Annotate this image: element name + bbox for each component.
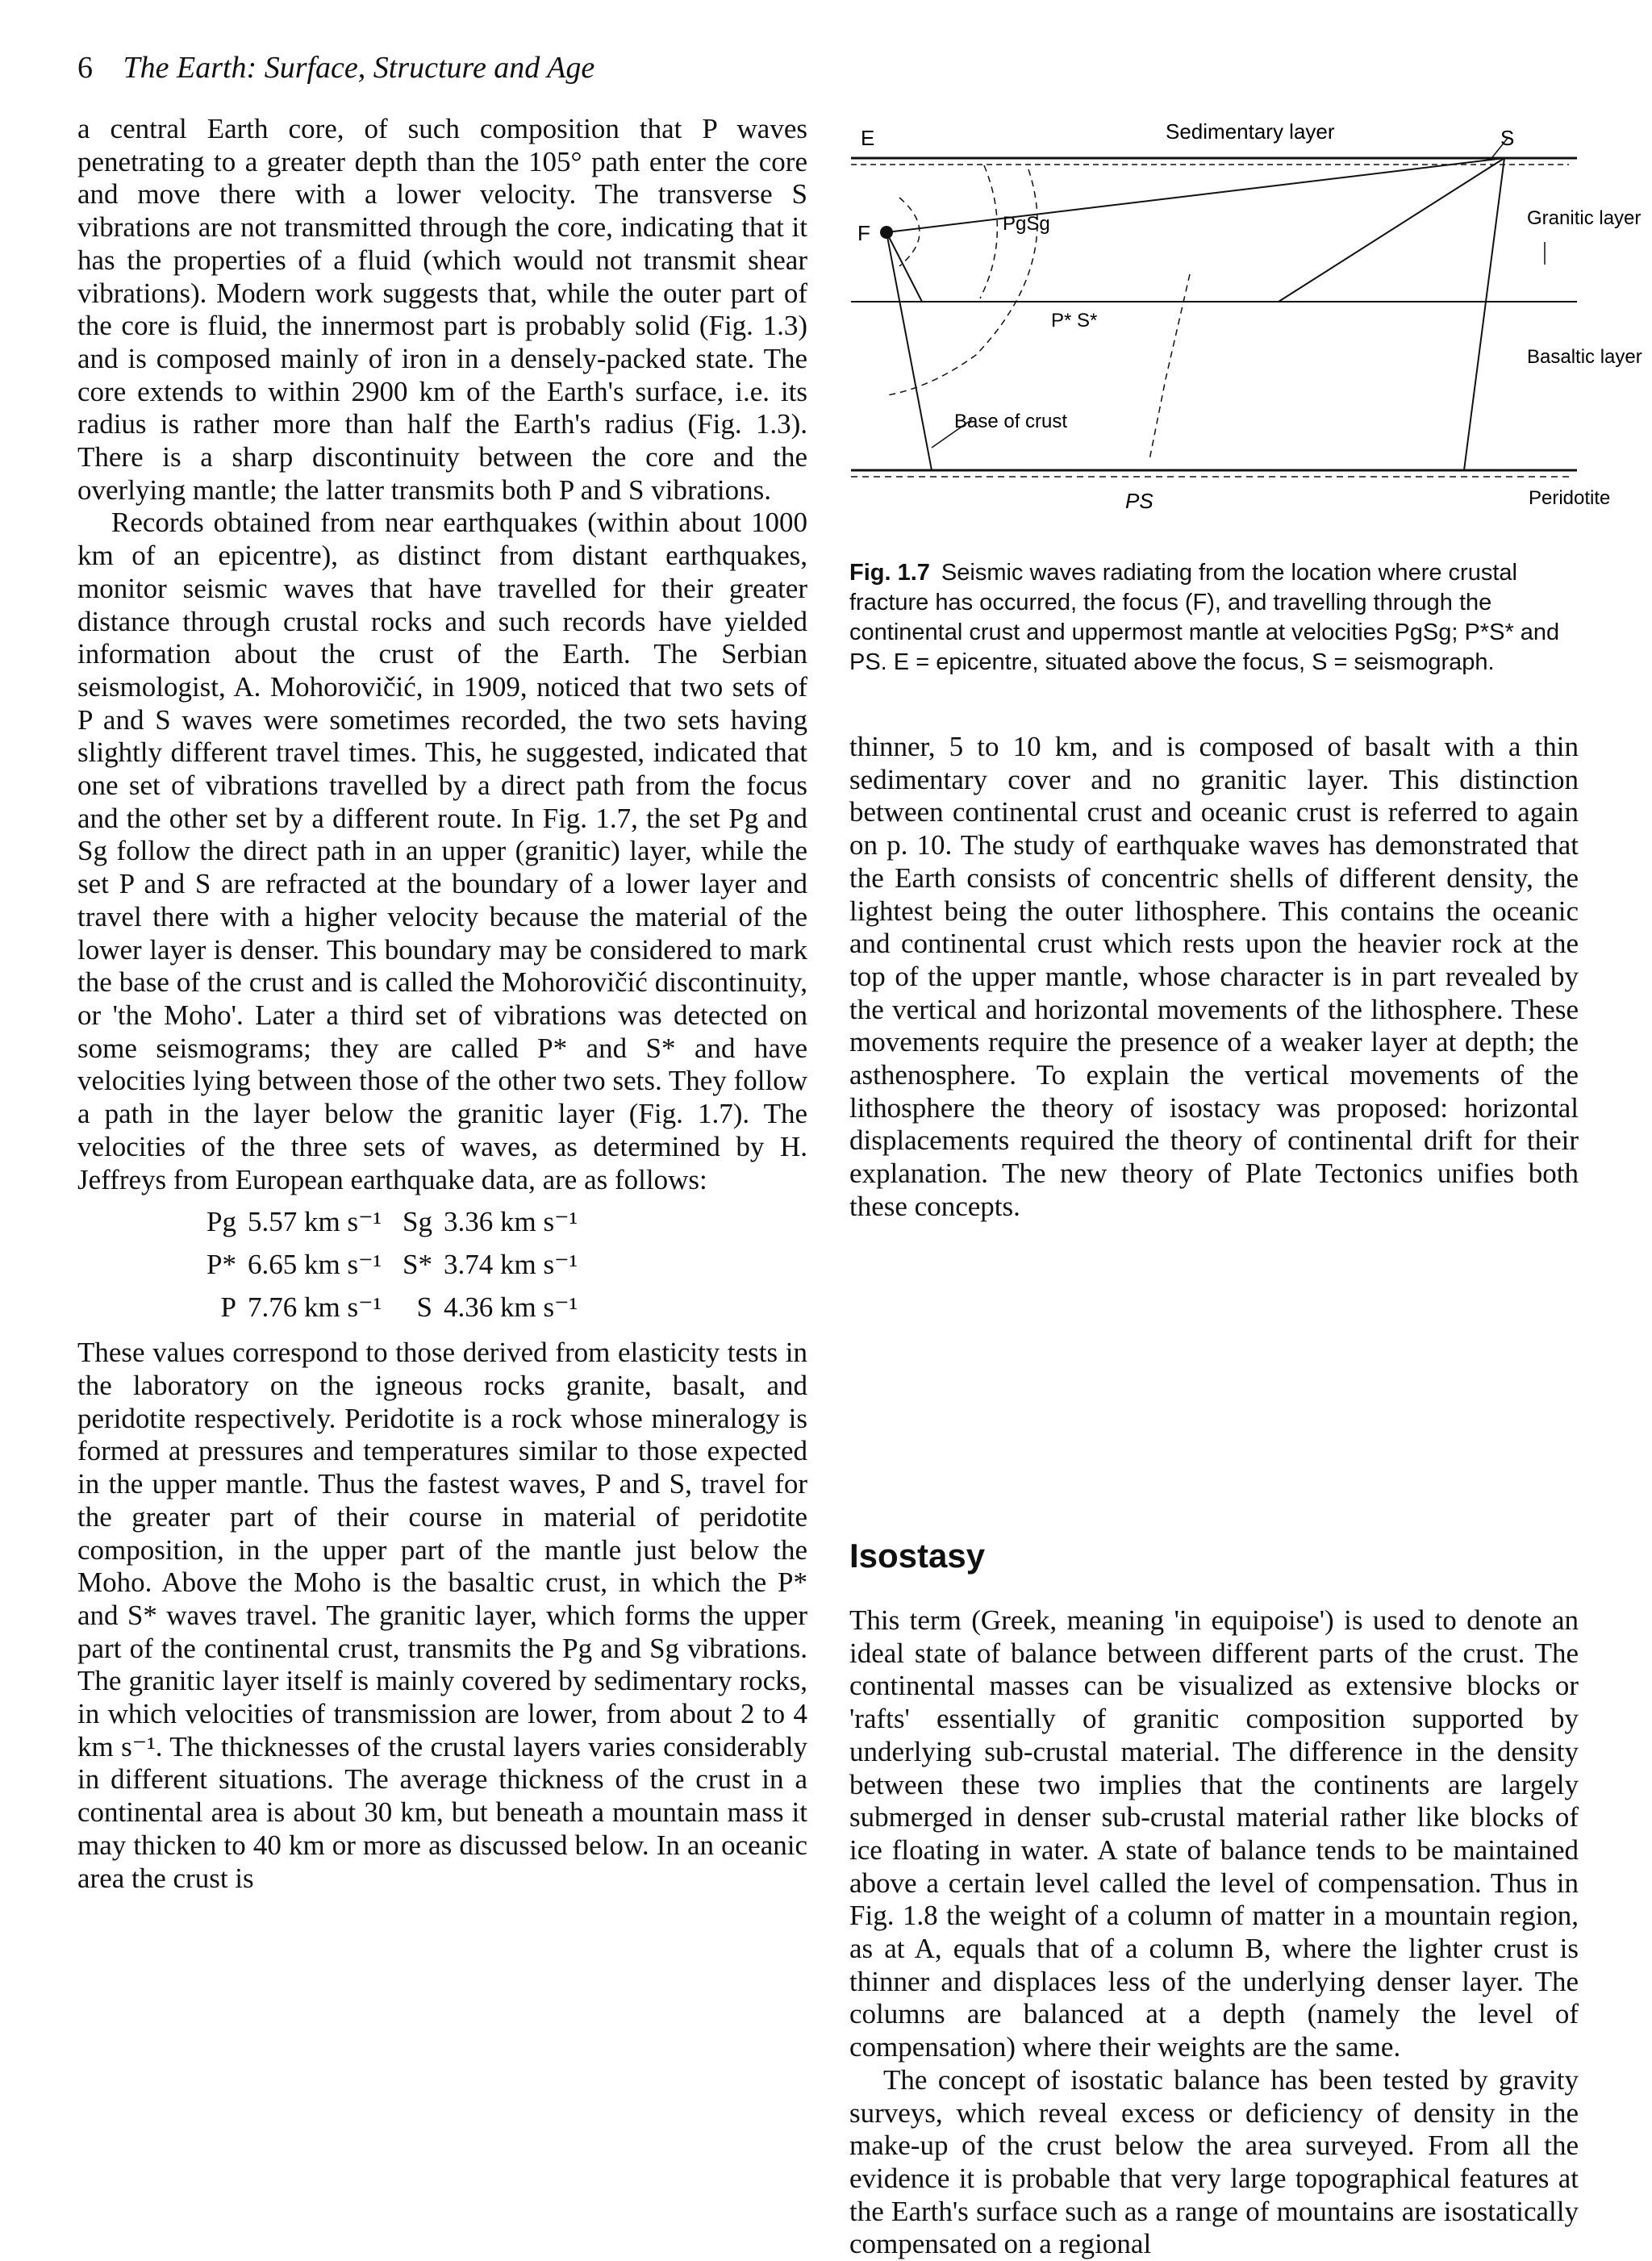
velocity-symbol: P* — [206, 1248, 236, 1280]
basaltic-layer-label: Basaltic layer — [1527, 346, 1642, 368]
ps-label: PS — [1125, 489, 1153, 513]
velocity-value: 7.76 km s⁻¹ — [247, 1291, 382, 1323]
velocity-value: 3.36 km s⁻¹ — [444, 1206, 578, 1238]
velocity-symbol: S — [416, 1291, 432, 1323]
velocity-value: 6.65 km s⁻¹ — [247, 1248, 382, 1280]
paragraph-isostatic-balance: The concept of isostatic balance has been tested by gravity surveys, which reveal excess or deficiency of density in the make-up of the crust below the area surveyed. From all the evidence it is probable that very large topographical features at the Earth's surface such as a range of mountains are isostatically compensated on a regional — [849, 2063, 1579, 2260]
paragraph-oceanic-crust: thinner, 5 to 10 km, and is composed of basalt with a thin sedimentary cover and no granitic layer. This distinction between continental crust and oceanic crust is referred to again on p. 10. The study of earthquake waves has demonstrated that the Earth consists of concentric shells of different density, the lightest being the outer lithosphere. This contains the oceanic and continental crust which rests upon the heavier rock at the top of the upper mantle, whose character is in part revealed by the vertical and horizontal movements of the lithosphere. These movements require the presence of a weaker layer at depth; the asthenosphere. To explain the vertical movements of the lithosphere the theory of isostacy was proposed: horizontal displacements required the theory of continental drift for their explanation. The new theory of Plate Tectonics unifies both these concepts. — [849, 731, 1579, 1222]
velocity-row — [206, 1203, 599, 1245]
velocity-symbol: P — [220, 1291, 236, 1323]
pgsg-path — [886, 158, 1504, 232]
base-of-crust-label: Base of crust — [954, 411, 1068, 432]
velocity-value: 4.36 km s⁻¹ — [444, 1291, 578, 1323]
wavefront-3 — [887, 169, 1037, 395]
velocity-symbol: Sg — [403, 1206, 432, 1238]
sedimentary-layer-label: Sedimentary layer — [1166, 119, 1335, 144]
pgsg-label: PgSg — [1003, 213, 1050, 235]
running-header — [77, 50, 594, 86]
page-number: 6 — [77, 51, 93, 85]
wavefront-1 — [899, 198, 920, 266]
wavefront-2 — [980, 165, 997, 298]
left-column — [77, 113, 807, 1895]
right-column-bottom — [849, 1604, 1579, 2261]
peridotite-label: Peridotite — [1529, 487, 1611, 509]
figure-caption-text: Seismic waves radiating from the location where crustal fracture has occurred, the focus (F), and travelling through the continental crust and uppermost mantle at velocities PgSg; P*S* and PS. E = epicentre, situated above the focus, S = seismograph. — [849, 560, 1560, 675]
granitic-layer-label: Granitic layer — [1527, 207, 1642, 229]
paragraph-near-earthquakes: Records obtained from near earthquakes (within about 1000 km of an epicentre), as distinct from distant earthquakes, monitor seismic waves that have travelled for their greater distance through crustal rocks and such records have yielded information about the crust of the Earth. The Serbian seismologist, A. Mohorovičić, in 1909, noticed that two sets of P and S waves were sometimes recorded, the two sets having slightly different travel times. This, he suggested, indicated that one set of vibrations travelled by a direct path from the focus and the other set by a different route. In Fig. 1.7, the set Pg and Sg follow the direct path in an upper (granitic) layer, while the set P and S are refracted at the boundary of a lower layer and travel there with a higher velocity because the material of the lower layer is denser. This boundary may be considered to mark the base of the crust and is called the Mohorovičić discontinuity, or 'the Moho'. Later a third set of vibrations was detected on some seismograms; they are called P* and S* and have velocities lying between those of the other two sets. They follow a path in the layer below the granitic layer (Fig. 1.7). The velocities of the three sets of waves, as determined by H. Jeffreys from European earthquake data, are as follows: — [77, 507, 807, 1195]
velocity-row — [206, 1288, 599, 1331]
epicentre-label: E — [861, 126, 875, 150]
seismograph-label: S — [1500, 126, 1515, 150]
paragraph-core: a central Earth core, of such composition that P waves penetrating to a greater depth than the 105° path enter the core and move there with a lower velocity. The transverse S vibrations are not transmitted through the core, indicating that it has the properties of a fluid (which would not transmit shear vibrations). Modern work suggests that, while the outer part of the core is fluid, the innermost part is probably solid (Fig. 1.3) and is composed mainly of iron in a densely-packed state. The core extends to within 2900 km of the Earth's surface, i.e. its radius is rather more than half the Earth's radius (Fig. 1.3). There is a sharp discontinuity between the core and the overlying mantle; the latter transmits both P and S vibrations. — [77, 113, 807, 506]
velocity-value: 3.74 km s⁻¹ — [444, 1248, 578, 1280]
velocity-value: 5.57 km s⁻¹ — [247, 1206, 382, 1238]
pstar-sstar-label: P* S* — [1051, 310, 1098, 332]
section-heading-isostasy: Isostasy — [849, 1537, 986, 1575]
paragraph-rock-velocities: These values correspond to those derived from elasticity tests in the laboratory on the igneous rocks granite, basalt, and peridotite respectively. Peridotite is a rock whose mineralogy is formed at pressures and temperatures similar to those expected in the upper mantle. Thus the fastest waves, P and S, travel for the greater part of their course in material of peridotite composition, in the upper part of the mantle just below the Moho. Above the Moho is the basaltic crust, in which the P* and S* waves travel. The granitic layer, which forms the upper part of the continental crust, transmits the Pg and Sg vibrations. The granitic layer itself is mainly covered by sedimentary rocks, in which velocities of transmission are lower, from about 2 to 4 km s⁻¹. The thicknesses of the crustal layers varies considerably in different situations. The average thickness of the crust in a continental area is about 30 km, but beneath a mountain mass it may thicken to 40 km or more as discussed below. In an oceanic area the crust is — [77, 1337, 807, 1894]
right-column-top — [849, 731, 1579, 1224]
paragraph-isostasy-definition: This term (Greek, meaning 'in equipoise') is used to denote an ideal state of balance between different parts of the crust. The continental masses can be visualized as extensive blocks or 'rafts' essentially of granitic composition supported by underlying sub-crustal material. The difference in the density between these two implies that the continents are largely submerged in denser sub-crustal material rather like blocks of ice floating in water. A state of balance tends to be maintained above a certain level called the level of compensation. Thus in Fig. 1.8 the weight of a column of matter in a mountain region, as at A, equals that of a column B, where the lighter crust is thinner and displaces less of the underlying denser layer. The columns are balanced at a depth (namely the level of compensation) where their weights are the same. — [849, 1604, 1579, 2063]
velocity-symbol: Pg — [206, 1206, 236, 1238]
pstar-sstar-path — [886, 158, 1504, 302]
focus-label: F — [857, 221, 870, 245]
running-title: The Earth: Surface, Structure and Age — [123, 51, 595, 85]
velocity-row — [206, 1245, 599, 1288]
velocity-table — [206, 1203, 599, 1330]
figure-caption — [849, 558, 1579, 678]
velocity-symbol: S* — [403, 1248, 432, 1280]
seismic-diagram — [843, 113, 1642, 532]
figure-caption-label: Fig. 1.7 — [849, 560, 930, 586]
figure-seismic-paths — [843, 113, 1642, 532]
